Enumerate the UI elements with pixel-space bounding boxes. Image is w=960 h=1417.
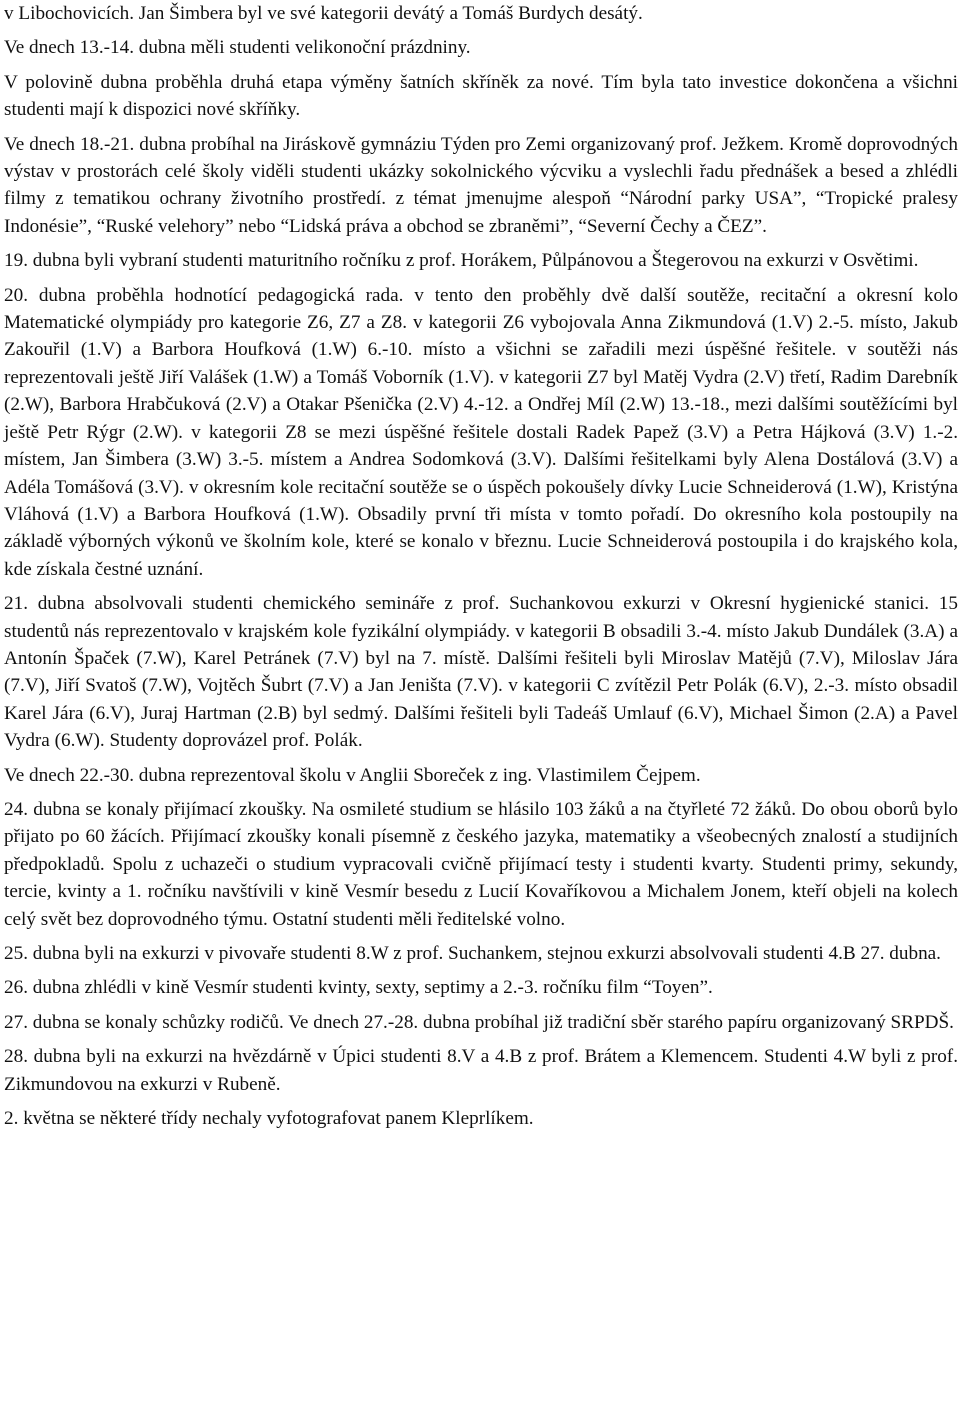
- paragraph-class-photos: 2. května se některé třídy nechaly vyfotografovat panem Kleprlíkem.: [4, 1108, 534, 1130]
- paragraph-toyen-film: 26. dubna zhlédli v kině Vesmír studenti kvinty, sexty, septimy a 2.-3. ročníku film “Toyen”.: [4, 977, 713, 999]
- paragraph-easter-holidays: Ve dnech 13.-14. dubna měli studenti velikonoční prázdniny.: [4, 37, 471, 59]
- paragraph-observatory-excursion: 28. dubna byli na exkurzi na hvězdárně v Úpici studenti 8.V a 4.B z prof. Brátem a Klemencem. Studenti 4.W byli z prof. Zikmundovou na exkurzi v Rubeně.: [4, 1046, 958, 1095]
- paragraph-libochovice: v Libochovicích. Jan Šimbera byl ve své kategorii devátý a Tomáš Burdych desátý.: [4, 3, 643, 24]
- paragraph-lockers: V polovině dubna proběhla druhá etapa výměny šatních skříněk za nové. Tím byla tato investice dokončena a všichni studenti mají k dispozici nové skříňky.: [4, 71, 958, 121]
- paragraph-earth-week: Ve dnech 18.-21. dubna probíhal na Jiráskově gymnáziu Týden pro Zemi organizovaný prof. Ježkem. Kromě doprovodných výstav v prostorách celé školy viděli studenti ukázky sokolnického výcviku a vyslechli řadu přednášek a besed a zhlédli filmy z tematikou ochrany životního prostředí. z témat jmenujme alespoň “Národní parky USA”, “Tropické pralesy Indonésie”, “Ruské velehory” nebo “Lidská práva a obchod se zbraněmi”, “Severní Čechy a ČEZ”.: [4, 133, 958, 237]
- paragraph-pedagogical-council: 20. dubna proběhla hodnotící pedagogická rada. v tento den proběhly dvě další soutěže, recitační a okresní kolo Matematické olympiády pro kategorie Z6, Z7 a Z8. v kategorii Z6 vybojovala Anna Zikmundová (1.V) 2.-5. místo, Jakub Zakouřil (1.V) a Barbora Houfková (1.W) 6.-10. místo a všichni se zařadili mezi úspěšné řešitele. v soutěži nás reprezentovali ještě Jiří Valášek (1.W) a Tomáš Voborník (1.V). v kategorii Z7 byl Matěj Vydra (2.V) třetí, Radim Darebník (2.W), Barbora Hrabčuková (2.V) a Otakar Pšenička (2.V) 4.-12. a Ondřej Míl (2.W) 13.-18., mezi dalšími soutěžícími byl ještě Petr Rýgr (2.W). v kategorii Z8 se mezi úspěšné řešitele dostali Radek Papež (3.V) a Petra Hájková (3.V) 1.-2. místem, Jan Šimbera (3.W) 3.-5. místem a Andrea Sodomková (3.V). Dalšími řešitelkami byly Alena Dostálová (3.V) a Adéla Tomášová (3.V). v okresním kole recitační soutěže se o úspěch pokoušely dívky Lucie Schneiderová (1.W), Kristýna Vláhová (1.V) a Barbora Houfková (1.W). Obsadily první tři místa v tomto pořadí. Do okresního kola postoupily na základě výborných výkonů ve školním kole, které se konalo v březnu. Lucie Schneiderová postoupila i do krajského kola, kde získala čestné uznání.: [4, 284, 958, 580]
- paragraph-entrance-exams: 24. dubna se konaly přijímací zkoušky. Na osmileté studium se hlásilo 103 žáků a na čtyřleté 72 žáků. Do obou oborů bylo přijato po 60 žácích. Přijímací zkoušky konali písemně z českého jazyka, matematiky a všeobecných znalostí a studijních předpokladů. Spolu z uchazeči o studium vypracovali cvičně přijímací testy i studenti kvarty. Studenti primy, sekundy, tercie, kvinty a 1. ročníku navštívili v kině Vesmír besedu z Lucií Kovaříkovou a Michalem Jonem, kteří objeli na kolech celý svět bez doprovodného týmu. Ostatní studenti měli ředitelské volno.: [4, 798, 958, 930]
- paragraph-england-choir: Ve dnech 22.-30. dubna reprezentoval školu v Anglii Sboreček z ing. Vlastimilem Čejpem.: [4, 764, 701, 786]
- paragraph-brewery-excursion: 25. dubna byli na exkurzi v pivovaře studenti 8.W z prof. Suchankem, stejnou exkurzi absolvovali studenti 4.B 27. dubna.: [4, 943, 941, 964]
- paragraph-parent-meetings: 27. dubna se konaly schůzky rodičů. Ve dnech 27.-28. dubna probíhal již tradiční sběr starého papíru organizovaný SRPDŠ.: [4, 1011, 954, 1033]
- paragraph-osvetim-excursion: 19. dubna byli vybraní studenti maturitního ročníku z prof. Horákem, Půlpánovou a Štegerovou na exkurzi v Osvětimi.: [4, 250, 919, 272]
- paragraph-chemistry-excursion: 21. dubna absolvovali studenti chemického semináře z prof. Suchankovou exkurzi v Okresní hygienické stanici. 15 studentů nás reprezentovalo v krajském kole fyzikální olympiády. v kategorii B obsadili 3.-4. místo Jakub Dundálek (3.A) a Antonín Špaček (7.W), Karel Petránek (7.V) byl na 7. místě. Dalšími řešiteli byli Miroslav Matějů (7.V), Miloslav Jára (7.V), Jiří Svatoš (7.W), Vojtěch Šubrt (7.V) a Jan Jeništa (7.V). v kategorii C zvítězil Petr Polák (6.V), 2.-3. místo obsadil Karel Jára (6.V), Juraj Hartman (2.B) byl sedmý. Dalšími řešiteli byli Tadeáš Umlauf (6.V), Michael Šimon (2.A) a Pavel Vydra (6.W). Studenty doprovázel prof. Polák.: [4, 593, 958, 752]
- document-page: [4, 0, 958, 1139]
